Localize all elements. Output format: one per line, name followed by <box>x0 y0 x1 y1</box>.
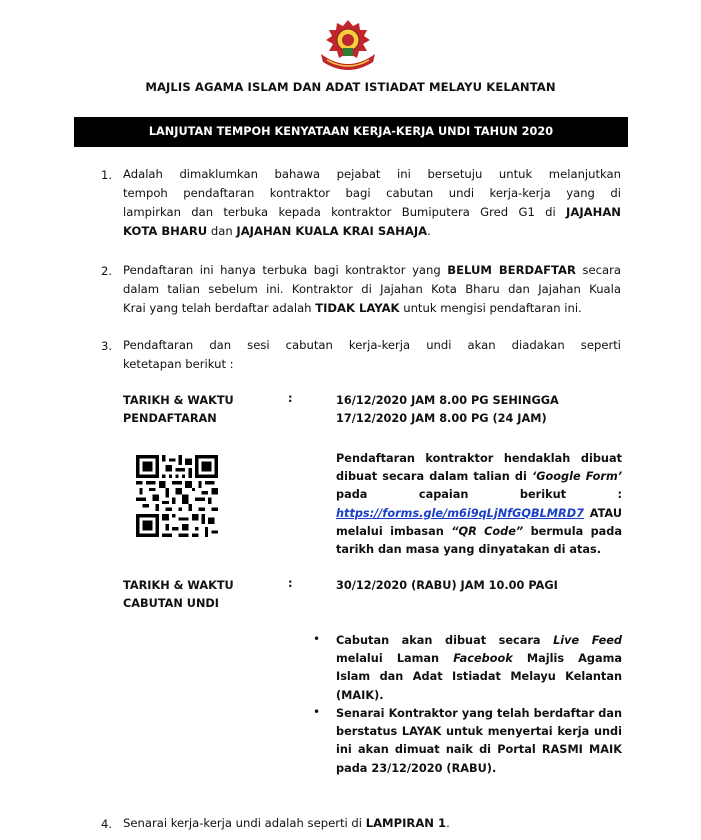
item-3-number: 3. <box>101 339 113 353</box>
registration-colon: : <box>288 392 293 405</box>
registration-label-line-2: PENDAFTARAN <box>123 412 217 425</box>
item-2-line-3a: Krai yang telah berdaftar adalah <box>123 301 316 315</box>
gf-line-1: Pendaftaran kontraktor hendaklah dibuat <box>336 452 622 465</box>
qr-code-icon[interactable] <box>136 455 218 537</box>
gf-atau: ATAU <box>583 506 622 520</box>
draw-value: 30/12/2020 (RABU) JAM 10.00 PAGI <box>336 579 558 592</box>
item-2-line-1c: secara <box>575 263 622 277</box>
item-1-line-1: Adalah dimaklumkan bahawa pejabat ini bersetuju untuk melanjutkan <box>123 167 621 181</box>
item-4-lampiran: LAMPIRAN 1 <box>365 816 447 830</box>
gf-line-5a: melalui imbasan <box>336 524 452 538</box>
item-1-bold-kuala-krai: JAJAHAN KUALA KRAI SAHAJA <box>236 224 428 238</box>
gf-line-2a: dibuat secara dalam talian di <box>336 470 532 484</box>
item-2-line-1a: Pendaftaran ini hanya terbuka bagi kontraktor yang <box>123 263 448 277</box>
bullet-2-line-1: Senarai Kontraktor yang telah berdaftar dan <box>336 707 622 720</box>
bullet-2-line-2: berstatus LAYAK untuk menyertai kerja undi <box>336 725 622 739</box>
google-form-link[interactable]: https://forms.gle/m6i9qLjNfGQBLMRD7 <box>336 506 584 520</box>
gf-line-3: pada capaian berikut : <box>336 488 622 502</box>
item-1-dan: dan <box>207 224 237 238</box>
item-2-bold-tidak-layak: TIDAK LAYAK <box>315 301 400 315</box>
item-4-text <box>123 814 621 833</box>
bullet-1-line-2a: melalui Laman <box>336 652 454 666</box>
registration-end: 17/12/2020 JAM 8.00 PG (24 JAM) <box>336 412 547 425</box>
bullet-1-icon: • <box>313 632 321 646</box>
item-4-number: 4. <box>101 817 113 831</box>
bullet-1-line-3: Islam dan Adat Istiadat Melayu Kelantan <box>336 670 622 684</box>
registration-label <box>123 392 234 428</box>
registration-start: 16/12/2020 JAM 8.00 PG SEHINGGA <box>336 394 559 407</box>
draw-label <box>123 577 234 613</box>
bullet-1-text <box>336 632 622 705</box>
item-3-line-1: Pendaftaran dan sesi cabutan kerja-kerja undi akan diadakan seperti <box>123 338 621 352</box>
draw-colon: : <box>288 577 293 590</box>
item-1-bold-kota-bharu: KOTA BHARU <box>123 224 208 238</box>
gf-qr-code-text: “QR Code” <box>451 524 524 538</box>
bullet-1-facebook: Facebook <box>453 652 513 666</box>
item-2-line-3c: untuk mengisi pendaftaran ini. <box>399 301 582 315</box>
item-1-period: . <box>427 224 431 238</box>
bullet-2-text <box>336 705 622 778</box>
bullet-2-line-3: ini akan dimuat naik di Portal RASMI MAIK <box>336 743 622 757</box>
item-1-bold-jajahan: JAJAHAN <box>566 205 621 219</box>
item-3-text <box>123 336 621 374</box>
notice-banner: LANJUTAN TEMPOH KENYATAAN KERJA-KERJA UNDI TAHUN 2020 <box>74 117 628 147</box>
item-2-bold-belum-berdaftar: BELUM BERDAFTAR <box>447 263 576 277</box>
bullet-1-live-feed: Live Feed <box>553 634 623 647</box>
draw-label-line-1: TARIKH & WAKTU <box>123 579 234 592</box>
google-form-instructions <box>336 450 622 559</box>
item-1-line-2: tempoh pendaftaran kontraktor bagi cabutan undi kerja-kerja yang di <box>123 186 621 200</box>
item-1-line-3: lampirkan dan terbuka kepada kontraktor Bumiputera Gred G1 di <box>123 205 556 219</box>
item-2-number: 2. <box>101 264 113 278</box>
maik-crest-logo <box>313 18 383 78</box>
item-1-number: 1. <box>101 168 113 182</box>
organization-title: MAJLIS AGAMA ISLAM DAN ADAT ISTIADAT MELAYU KELANTAN <box>145 80 556 94</box>
bullet-1-line-2c: Majlis Agama <box>512 652 623 666</box>
registration-value <box>336 392 559 428</box>
draw-label-line-2: CABUTAN UNDI <box>123 597 219 610</box>
bullet-2-icon: • <box>313 705 321 719</box>
registration-label-line-1: TARIKH & WAKTU <box>123 394 234 407</box>
item-1-text <box>123 165 621 241</box>
bullet-1-line-4: (MAIK). <box>336 688 384 702</box>
item-4-text-a: Senarai kerja-kerja undi adalah seperti di <box>123 816 366 830</box>
gf-line-6: tarikh dan masa yang dinyatakan di atas. <box>336 543 602 557</box>
item-3-line-2: ketetapan berikut : <box>123 357 234 371</box>
gf-google-form: ‘Google Form’ <box>531 470 623 484</box>
gf-line-5c: bermula pada <box>523 524 622 538</box>
bullet-2-line-4: pada 23/12/2020 (RABU). <box>336 761 497 775</box>
item-4-period: . <box>446 816 450 830</box>
item-2-text <box>123 261 621 318</box>
item-2-line-2: dalam talian sebelum ini. Kontraktor di Jajahan Kota Bharu dan Jajahan Kuala <box>123 282 621 296</box>
bullet-1-line-1a: Cabutan akan dibuat secara <box>336 634 554 647</box>
